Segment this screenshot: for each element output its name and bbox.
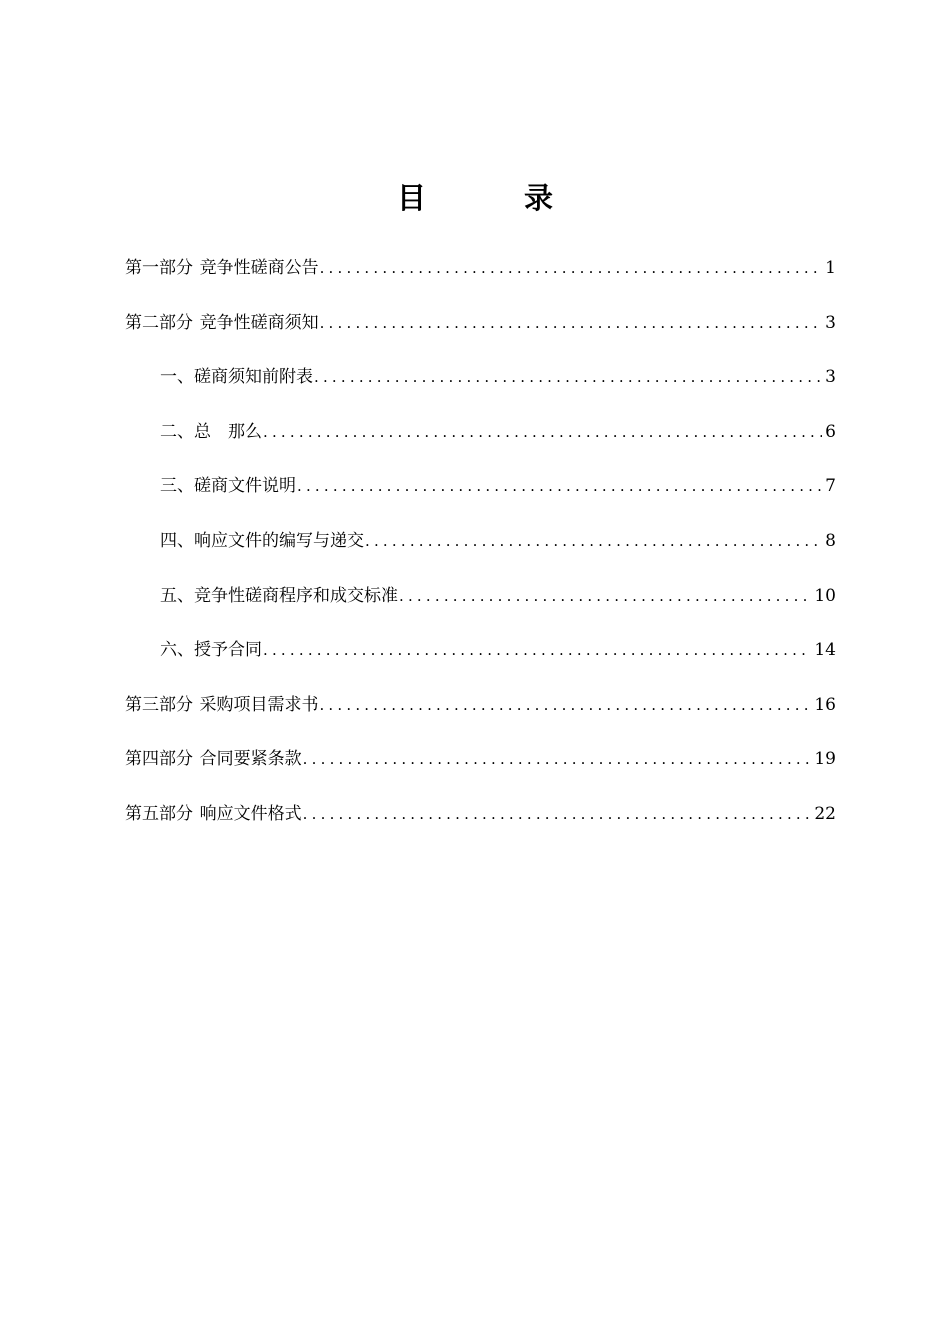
toc-leader-dots (365, 523, 822, 559)
toc-subentry[interactable] (125, 468, 836, 523)
toc-title: 目 录 (396, 181, 598, 215)
toc-entry-text: 竞争性磋商公告 (199, 258, 319, 278)
toc-entry-text: 响应文件格式 (199, 803, 302, 824)
toc-page-number: 22 (814, 803, 836, 824)
toc-page-number: 10 (814, 585, 836, 606)
toc-subentry[interactable] (125, 414, 836, 469)
toc-entry-text: 三、磋商文件说明 (160, 476, 296, 497)
toc-page-number: 19 (814, 749, 836, 770)
toc-page-number: 3 (825, 367, 836, 388)
toc-page-number: 1 (825, 258, 836, 278)
toc-entry[interactable] (125, 250, 836, 305)
toc-entry-prefix: 第三部分 (125, 694, 193, 715)
toc-entry-text: 二、总 那么 (160, 421, 262, 442)
toc-leader-dots (297, 468, 822, 504)
toc-leader-dots (303, 796, 812, 832)
toc-subentry[interactable] (125, 632, 836, 687)
toc-entry-text: 合同要紧条款 (199, 749, 302, 770)
toc-leader-dots (263, 414, 822, 450)
toc-entry-text: 六、授予合同 (160, 640, 262, 661)
toc-page-number: 14 (814, 640, 836, 661)
toc-entry[interactable] (125, 305, 836, 360)
toc-leader-dots (320, 250, 823, 286)
toc-page-number: 7 (825, 476, 836, 497)
toc-subentry[interactable] (125, 578, 836, 633)
toc-page-number: 3 (825, 312, 836, 333)
toc-page-number: 16 (814, 694, 836, 715)
toc-entry[interactable] (125, 687, 836, 742)
toc-subentry[interactable] (125, 359, 836, 414)
toc-entry-prefix: 第二部分 (125, 312, 193, 333)
toc-leader-dots (263, 632, 811, 668)
toc-entry[interactable] (125, 741, 836, 796)
toc-entry-prefix: 第一部分 (125, 258, 193, 278)
toc-leader-dots (320, 305, 823, 341)
toc-leader-dots (399, 578, 811, 614)
toc-entry-prefix: 第五部分 (125, 803, 193, 824)
toc-entry-text: 竞争性磋商须知 (199, 312, 319, 333)
toc-leader-dots (319, 687, 811, 723)
toc-subentry[interactable] (125, 523, 836, 578)
toc-leader-dots (314, 359, 822, 395)
toc-page-number: 8 (825, 530, 836, 551)
toc-leader-dots (303, 741, 812, 777)
toc-entry-text: 一、磋商须知前附表 (160, 367, 313, 388)
toc-entry-prefix: 第四部分 (125, 749, 193, 770)
toc-list (125, 250, 836, 851)
toc-entry-text: 五、竞争性磋商程序和成交标准 (160, 585, 398, 606)
toc-entry[interactable] (125, 796, 836, 851)
toc-entry-text: 采购项目需求书 (199, 694, 319, 715)
toc-page-number: 6 (825, 421, 836, 442)
toc-entry-text: 四、响应文件的编写与递交 (160, 530, 364, 551)
